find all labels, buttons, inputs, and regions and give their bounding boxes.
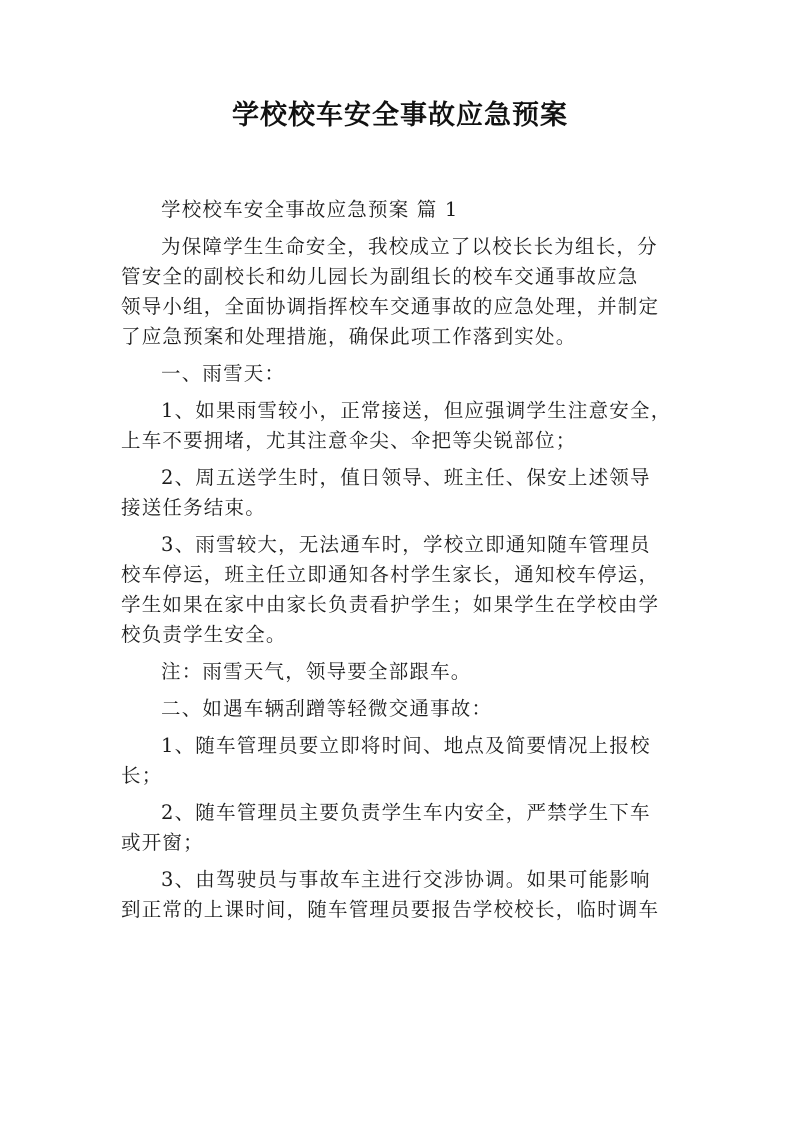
section-heading-minor-accident <box>121 694 688 724</box>
text-line: 二、如遇车辆刮蹭等轻微交通事故： <box>161 697 493 720</box>
text-line: 2、随车管理员主要负责学生车内安全，严禁学生下车 <box>161 801 651 824</box>
text-line: 到正常的上课时间，随车管理员要报告学校校长，临时调车 <box>121 898 660 921</box>
text-line: 2、周五送学生时，值日领导、班主任、保安上述领导 <box>161 466 651 489</box>
paragraph-item <box>121 865 688 925</box>
paragraph-item <box>121 731 688 791</box>
text-line: 了应急预案和处理措施，确保此项工作落到实处。 <box>121 325 577 348</box>
text-line: 校负责学生安全。 <box>121 623 287 646</box>
paragraph-note <box>121 657 688 687</box>
text-line: 管安全的副校长和幼儿园长为副组长的校车交通事故应急 <box>121 265 639 288</box>
text-line: 校车停运，班主任立即通知各村学生家长，通知校车停运， <box>121 563 660 586</box>
paragraph-item <box>121 396 688 456</box>
text-line: 学校校车安全事故应急预案 篇 1 <box>161 198 459 221</box>
paragraph-item <box>121 463 688 523</box>
paragraph-item <box>121 798 688 858</box>
text-line: 一、雨雪天： <box>161 362 286 385</box>
text-line: 注：雨雪天气，领导要全部跟车。 <box>161 660 472 683</box>
text-line: 接送任务结束。 <box>121 496 266 519</box>
text-line: 为保障学生生命安全，我校成立了以校长长为组长，分 <box>161 235 658 258</box>
document-title: 学校校车安全事故应急预案 <box>232 100 568 131</box>
paragraph-intro <box>121 232 688 352</box>
text-line: 长； <box>121 764 163 787</box>
text-line: 或开窗； <box>121 831 204 854</box>
section-heading-rain-snow <box>121 359 688 389</box>
text-line: 上车不要拥堵，尤其注意伞尖、伞把等尖锐部位； <box>121 429 577 452</box>
document-body <box>121 188 688 925</box>
text-line: 1、如果雨雪较小，正常接送，但应强调学生注意安全， <box>161 399 672 422</box>
text-line: 领导小组，全面协调指挥校车交通事故的应急处理，并制定 <box>121 295 660 318</box>
paragraph-subtitle <box>121 195 688 225</box>
text-line: 学生如果在家中由家长负责看护学生；如果学生在学校由学 <box>121 593 660 616</box>
paragraph-item <box>121 530 688 650</box>
text-line: 3、雨雪较大，无法通车时，学校立即通知随车管理员 <box>161 533 651 556</box>
text-line: 1、随车管理员要立即将时间、地点及简要情况上报校 <box>161 734 651 757</box>
text-line: 3、由驾驶员与事故车主进行交涉协调。如果可能影响 <box>161 868 651 891</box>
